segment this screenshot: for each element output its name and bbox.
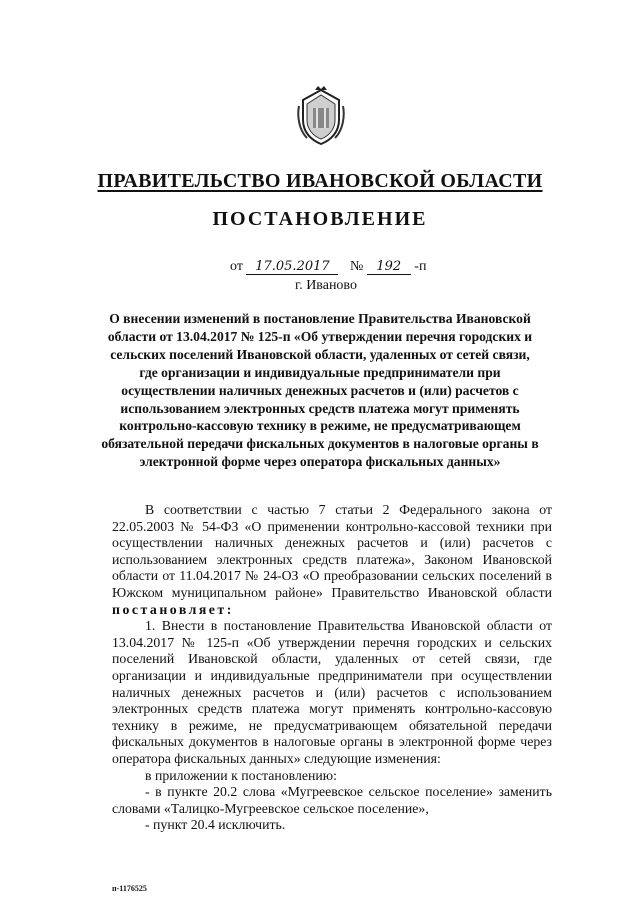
preamble-text: В соответствии с частью 7 статьи 2 Федерального закона от 22.05.2003 № 54-ФЗ «О применении контрольно-кассовой техники при осуществлении наличных денежных расчетов и (или) расчетов с использованием электронных средств платежа», Законом Ивановской области от 11.04.2017 № 24-ОЗ «О преобразовании сельских поселений в Южском муниципальном районе» Правительство Ивановской области [112, 502, 552, 600]
document-body [112, 502, 552, 834]
document-date: 17.05.2017 [246, 259, 338, 275]
city: г. Иваново [295, 278, 357, 293]
document-number: 192 [367, 259, 411, 275]
decree-word: постановляет: [112, 601, 234, 617]
change-2: - пункт 20.4 исключить. [145, 817, 286, 833]
date-number-line [230, 259, 426, 275]
number-prefix: № [349, 259, 364, 274]
coat-of-arms-icon [297, 86, 345, 146]
appendix-intro: в приложении к постановлению: [145, 767, 337, 783]
date-prefix: от [230, 259, 243, 274]
preamble [112, 502, 552, 618]
document-code: п-1176525 [112, 884, 147, 893]
document-heading: О внесении изменений в постановление Правительства Ивановской области от 13.04.2017 № 125-п «Об утверждении перечня городских и сельских поселений Ивановской области, удаленных от сетей связи, где организации и индивидуальные предприниматели при осуществлении наличных денежных расчетов и (или) расчетов с использованием электронных средств платежа могут применять контрольно-кассовую технику в режиме, не предусматривающем обязательной передачи фискальных документов в налоговые органы в электронной форме через оператора фискальных данных» [101, 311, 539, 470]
city-line [0, 278, 640, 294]
change-1: - в пункте 20.2 слова «Мугреевское сельское поселение» заменить словами «Талицко-Мугреевское сельское поселение», [112, 784, 552, 816]
government-title: ПРАВИТЕЛЬСТВО ИВАНОВСКОЙ ОБЛАСТИ [97, 170, 543, 192]
item-1: 1. Внести в постановление Правительства Ивановской области от 13.04.2017 № 125-п «Об утверждении перечня городских и сельских поселений Ивановской области, удаленных от сетей связи, где организации и индивидуальные предприниматели при осуществлении наличных денежных расчетов и (или) расчетов с использованием электронных средств платежа могут применять контрольно-кассовую технику в режиме, не предусматривающем обязательной передачи фискальных документов в налоговые органы в электронной форме через оператора фискальных данных» следующие изменения: [112, 618, 552, 766]
number-suffix: -п [414, 259, 427, 274]
document-type: ПОСТАНОВЛЕНИЕ [212, 208, 428, 230]
